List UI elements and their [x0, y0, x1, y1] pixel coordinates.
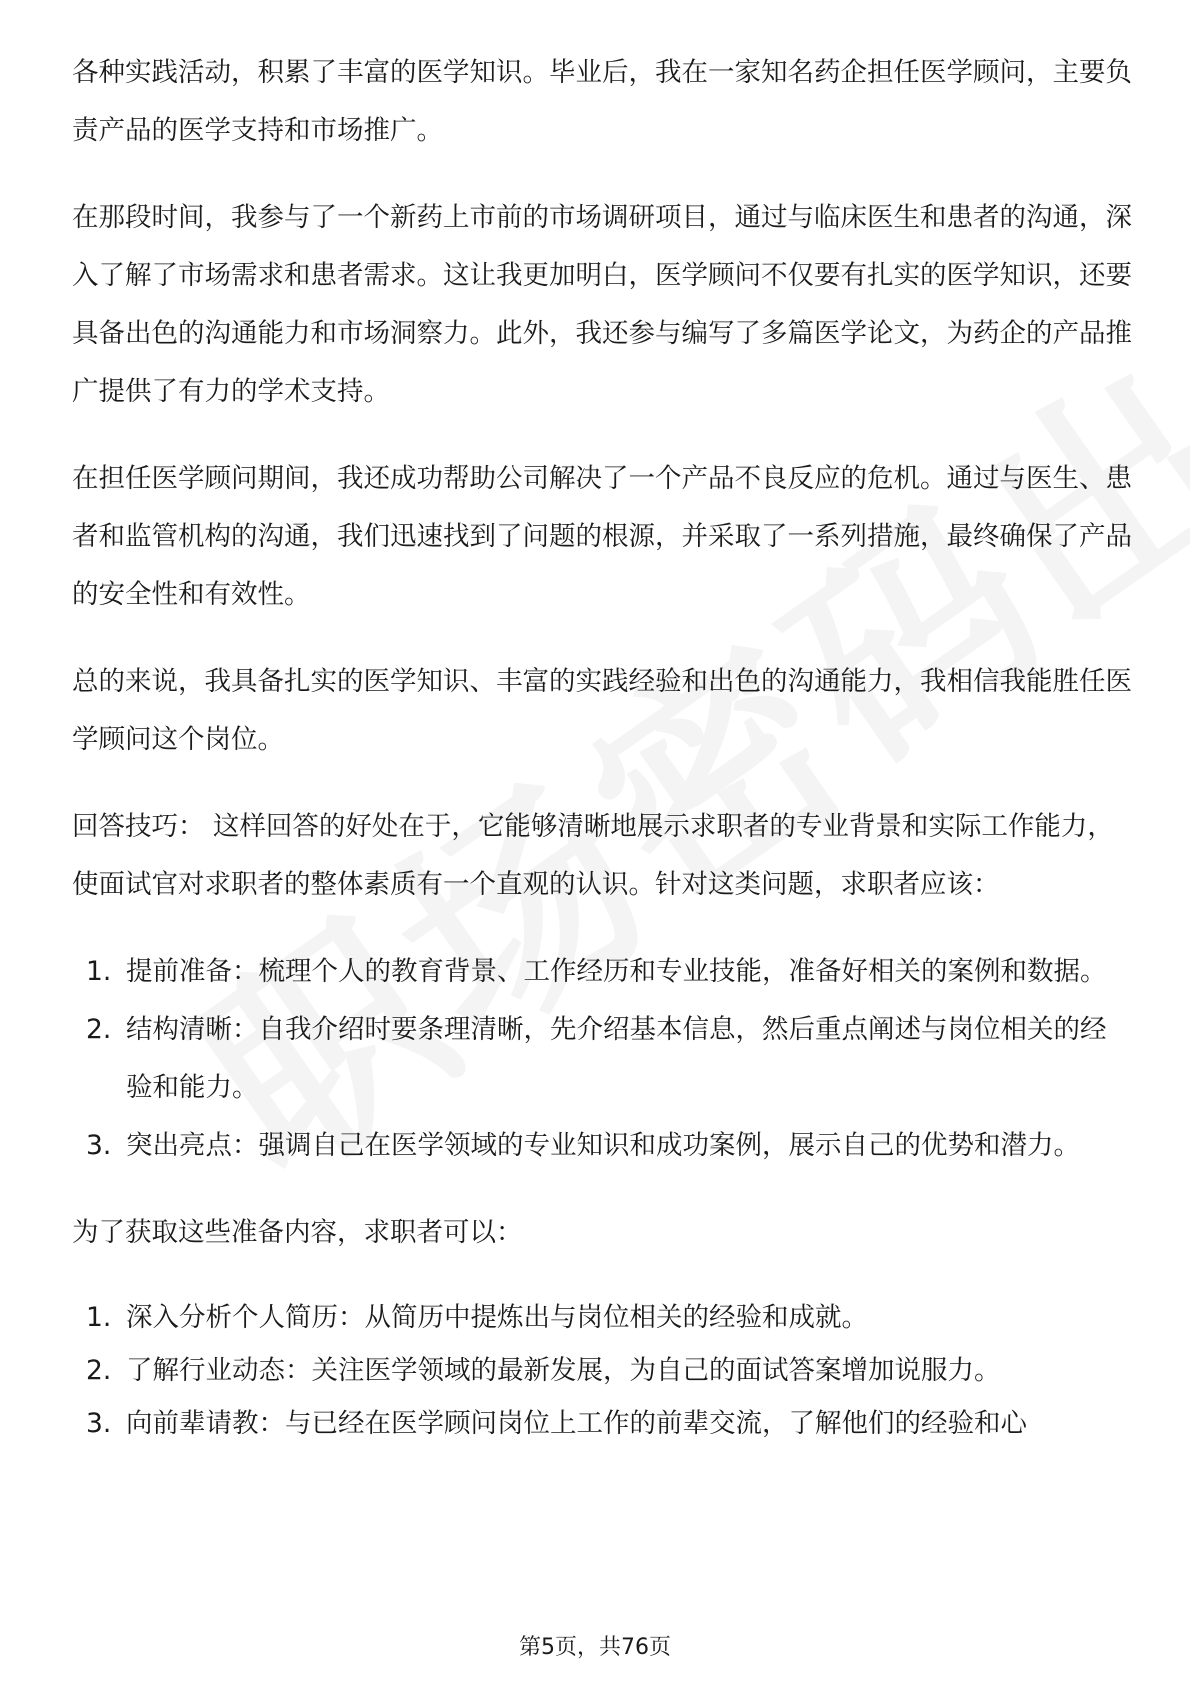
- preparation-list: [72, 1291, 1132, 1450]
- list-number: 3.: [86, 1408, 112, 1439]
- tips-list: [72, 943, 1132, 1175]
- list-number: 2.: [86, 1355, 112, 1386]
- list-item: [72, 1117, 1132, 1175]
- paragraph-3: 在担任医学顾问期间，我还成功帮助公司解决了一个产品不良反应的危机。通过与医生、患者和监管机构的沟通，我们迅速找到了问题的根源，并采取了一系列措施，最终确保了产品的安全性和有效性。: [72, 463, 1132, 610]
- list-number: 1.: [86, 956, 112, 987]
- list-item: [72, 1001, 1132, 1117]
- list-item-text: 提前准备：梳理个人的教育背景、工作经历和专业技能，准备好相关的案例和数据。: [126, 956, 1107, 987]
- list-item: [72, 943, 1132, 1001]
- paragraph-answer-tips: 回答技巧： 这样回答的好处在于，它能够清晰地展示求职者的专业背景和实际工作能力，使面试官对求职者的整体素质有一个直观的认识。针对这类问题，求职者应该：: [72, 811, 1114, 900]
- list-number: 3.: [86, 1130, 112, 1161]
- paragraph-1: 各种实践活动，积累了丰富的医学知识。毕业后，我在一家知名药企担任医学顾问，主要负责产品的医学支持和市场推广。: [72, 57, 1132, 146]
- list-number: 2.: [86, 1014, 112, 1045]
- list-item-text: 深入分析个人简历：从简历中提炼出与岗位相关的经验和成就。: [126, 1302, 868, 1333]
- list-number: 1.: [86, 1302, 112, 1333]
- list-item: [72, 1291, 1132, 1344]
- paragraph-preparation: 为了获取这些准备内容，求职者可以：: [72, 1217, 523, 1248]
- list-item-text: 突出亮点：强调自己在医学领域的专业知识和成功案例，展示自己的优势和潜力。: [126, 1130, 1080, 1161]
- paragraph-2: 在那段时间，我参与了一个新药上市前的市场调研项目，通过与临床医生和患者的沟通，深入了解了市场需求和患者需求。这让我更加明白，医学顾问不仅要有扎实的医学知识，还要具备出色的沟通能力和市场洞察力。此外，我还参与编写了多篇医学论文，为药企的产品推广提供了有力的学术支持。: [72, 202, 1132, 407]
- document-body: [72, 44, 1132, 1479]
- list-item-text: 了解行业动态：关注医学领域的最新发展，为自己的面试答案增加说服力。: [126, 1355, 1001, 1386]
- list-item-text: 结构清晰：自我介绍时要条理清晰，先介绍基本信息，然后重点阐述与岗位相关的经验和能力。: [126, 1014, 1107, 1103]
- page-footer: 第5页，共76页: [519, 1635, 671, 1660]
- paragraph-4: 总的来说，我具备扎实的医学知识、丰富的实践经验和出色的沟通能力，我相信我能胜任医学顾问这个岗位。: [72, 666, 1132, 755]
- list-item: [72, 1397, 1132, 1450]
- list-item-text: 向前辈请教：与已经在医学顾问岗位上工作的前辈交流，了解他们的经验和心: [126, 1408, 1027, 1439]
- list-item: [72, 1344, 1132, 1397]
